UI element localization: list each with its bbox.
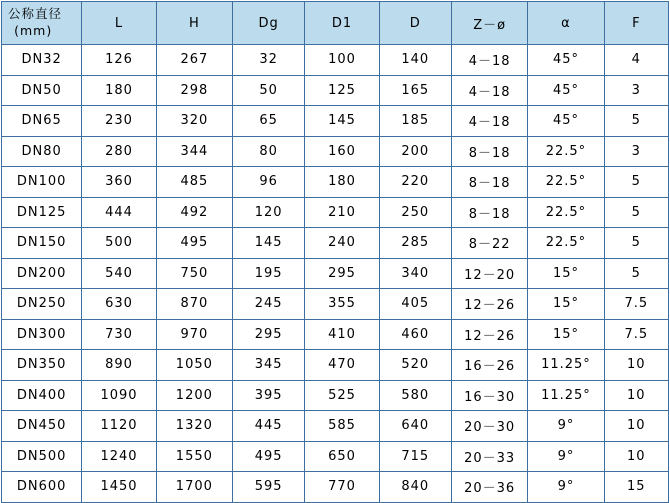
table-cell: 770 [305,472,379,503]
table-cell: 492 [156,197,232,228]
table-cell: 750 [156,258,232,289]
table-cell: 5 [604,197,668,228]
table-cell: 485 [156,167,232,198]
table-cell: 45° [528,75,604,106]
table-row [2,197,669,228]
table-cell: 4 [604,45,668,76]
nominal-diameter-cell: DN200 [2,258,82,289]
table-cell: 285 [379,228,451,259]
table-row [2,289,669,320]
table-cell: 145 [305,106,379,137]
table-cell: 20－36 [451,472,527,503]
table-cell: 230 [82,106,156,137]
table-cell: 120 [233,197,305,228]
table-cell: 5 [604,167,668,198]
column-header-5: D [379,2,451,45]
nominal-diameter-cell: DN50 [2,75,82,106]
table-cell: 345 [233,350,305,381]
table-cell: 9° [528,472,604,503]
table-cell: 525 [305,380,379,411]
table-header-row [2,2,669,45]
table-cell: 65 [233,106,305,137]
table-cell: 8－18 [451,136,527,167]
table-cell: 12－26 [451,319,527,350]
table-cell: 10 [604,350,668,381]
table-cell: 715 [379,441,451,472]
table-row [2,45,669,76]
table-cell: 7.5 [604,289,668,320]
table-cell: 9° [528,411,604,442]
column-header-2: H [156,2,232,45]
column-header-4: D1 [305,2,379,45]
table-cell: 495 [156,228,232,259]
table-cell: 45° [528,45,604,76]
column-header-unit: (mm) [14,23,53,38]
table-cell: 1320 [156,411,232,442]
table-cell: 10 [604,411,668,442]
nominal-diameter-cell: DN65 [2,106,82,137]
table-cell: 16－26 [451,350,527,381]
table-cell: 4－18 [451,75,527,106]
table-cell: 165 [379,75,451,106]
table-cell: 80 [233,136,305,167]
table-cell: 5 [604,258,668,289]
nominal-diameter-cell: DN600 [2,472,82,503]
table-row [2,167,669,198]
table-cell: 22.5° [528,197,604,228]
nominal-diameter-cell: DN300 [2,319,82,350]
table-cell: 580 [379,380,451,411]
table-cell: 840 [379,472,451,503]
specification-table [1,1,669,503]
table-cell: 1050 [156,350,232,381]
table-cell: 1200 [156,380,232,411]
table-cell: 15° [528,258,604,289]
table-cell: 220 [379,167,451,198]
table-cell: 250 [379,197,451,228]
nominal-diameter-cell: DN500 [2,441,82,472]
table-cell: 160 [305,136,379,167]
table-cell: 5 [604,106,668,137]
column-header-title: 公称直径 [8,6,63,22]
table-cell: 730 [82,319,156,350]
nominal-diameter-cell: DN32 [2,45,82,76]
table-cell: 355 [305,289,379,320]
table-cell: 15° [528,289,604,320]
table-row [2,106,669,137]
table-cell: 1090 [82,380,156,411]
table-cell: 210 [305,197,379,228]
column-header-8: F [604,2,668,45]
table-cell: 295 [305,258,379,289]
nominal-diameter-cell: DN250 [2,289,82,320]
table-cell: 650 [305,441,379,472]
table-cell: 595 [233,472,305,503]
table-cell: 630 [82,289,156,320]
table-cell: 405 [379,289,451,320]
table-cell: 245 [233,289,305,320]
nominal-diameter-cell: DN350 [2,350,82,381]
table-cell: 180 [82,75,156,106]
table-cell: 8－22 [451,228,527,259]
table-cell: 444 [82,197,156,228]
table-cell: 445 [233,411,305,442]
table-cell: 5 [604,228,668,259]
table-cell: 1120 [82,411,156,442]
table-cell: 500 [82,228,156,259]
table-cell: 495 [233,441,305,472]
column-header-6: Z－ø [451,2,527,45]
table-cell: 320 [156,106,232,137]
table-cell: 22.5° [528,228,604,259]
table-cell: 22.5° [528,136,604,167]
table-cell: 100 [305,45,379,76]
table-cell: 9° [528,441,604,472]
table-cell: 12－20 [451,258,527,289]
table-cell: 15 [604,472,668,503]
table-cell: 870 [156,289,232,320]
table-cell: 585 [305,411,379,442]
table-cell: 240 [305,228,379,259]
table-row [2,380,669,411]
table-header [2,2,669,45]
table-cell: 11.25° [528,380,604,411]
table-cell: 4－18 [451,106,527,137]
table-cell: 180 [305,167,379,198]
table-cell: 50 [233,75,305,106]
table-row [2,75,669,106]
table-cell: 3 [604,75,668,106]
table-cell: 20－33 [451,441,527,472]
table-cell: 7.5 [604,319,668,350]
column-header-7: α [528,2,604,45]
column-header-0 [2,2,82,45]
table-cell: 1700 [156,472,232,503]
table-cell: 185 [379,106,451,137]
table-cell: 540 [82,258,156,289]
table-cell: 344 [156,136,232,167]
table-cell: 520 [379,350,451,381]
table-row [2,411,669,442]
table-row [2,350,669,381]
table-cell: 96 [233,167,305,198]
table-cell: 195 [233,258,305,289]
table-cell: 640 [379,411,451,442]
table-cell: 12－26 [451,289,527,320]
table-row [2,228,669,259]
table-row [2,441,669,472]
table-cell: 410 [305,319,379,350]
table-cell: 460 [379,319,451,350]
table-cell: 8－18 [451,197,527,228]
table-row [2,472,669,503]
table-cell: 200 [379,136,451,167]
table-cell: 125 [305,75,379,106]
table-cell: 1550 [156,441,232,472]
nominal-diameter-cell: DN100 [2,167,82,198]
table-cell: 3 [604,136,668,167]
table-cell: 395 [233,380,305,411]
nominal-diameter-cell: DN80 [2,136,82,167]
table-cell: 340 [379,258,451,289]
table-cell: 1240 [82,441,156,472]
table-cell: 8－18 [451,167,527,198]
table-row [2,136,669,167]
table-cell: 280 [82,136,156,167]
table-cell: 10 [604,380,668,411]
table-cell: 10 [604,441,668,472]
table-cell: 970 [156,319,232,350]
table-cell: 15° [528,319,604,350]
table-cell: 4－18 [451,45,527,76]
table-cell: 140 [379,45,451,76]
table-row [2,319,669,350]
table-cell: 1450 [82,472,156,503]
nominal-diameter-cell: DN400 [2,380,82,411]
table-body [2,45,669,503]
table-cell: 360 [82,167,156,198]
column-header-3: Dg [233,2,305,45]
column-header-1: L [82,2,156,45]
nominal-diameter-cell: DN125 [2,197,82,228]
table-cell: 16－30 [451,380,527,411]
table-cell: 470 [305,350,379,381]
table-cell: 267 [156,45,232,76]
nominal-diameter-cell: DN150 [2,228,82,259]
table-cell: 126 [82,45,156,76]
table-cell: 22.5° [528,167,604,198]
table-row [2,258,669,289]
table-cell: 11.25° [528,350,604,381]
table-cell: 145 [233,228,305,259]
table-cell: 295 [233,319,305,350]
table-cell: 45° [528,106,604,137]
table-cell: 298 [156,75,232,106]
table-cell: 890 [82,350,156,381]
table-cell: 20－30 [451,411,527,442]
nominal-diameter-cell: DN450 [2,411,82,442]
table-cell: 32 [233,45,305,76]
